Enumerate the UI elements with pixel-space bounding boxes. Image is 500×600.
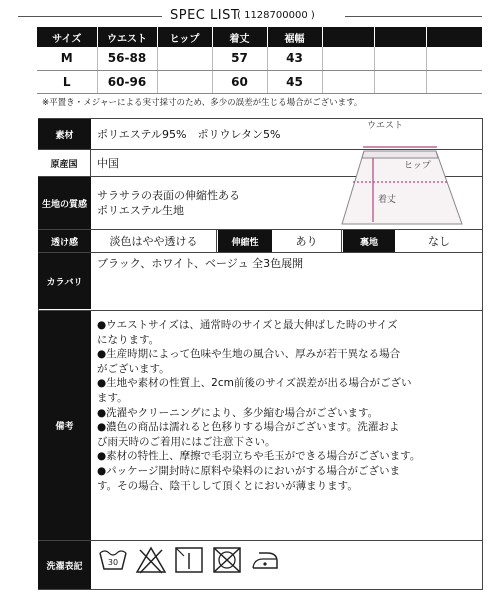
fabric-properties-row <box>38 230 483 252</box>
iron-low-icon <box>249 545 281 575</box>
cell-empty <box>374 70 426 93</box>
cell-hip <box>157 47 212 70</box>
header-length: 着丈 <box>212 27 267 47</box>
wash-30-icon <box>97 545 129 575</box>
list-item: ●パッケージ開封時に原料や染料のにおいがする場合がございま <box>97 464 400 477</box>
cell-hip <box>157 70 212 93</box>
header-waist: ウエスト <box>97 27 157 47</box>
list-item: ●生産時期によって色味や生地の風合い、厚みが若干異なる場合 <box>97 348 401 361</box>
line-dry-shade-icon <box>173 545 205 575</box>
size-table-header <box>37 27 482 47</box>
skirt-measurement-diagram <box>340 116 470 236</box>
lining-label: 裏地 <box>343 230 395 252</box>
cell-size: L <box>37 70 97 93</box>
divider <box>38 310 483 311</box>
list-item: ます。 <box>97 391 128 404</box>
product-code: ( 1128700000 ) <box>237 10 315 21</box>
list-item: ●素材の特性上、摩擦で毛羽立ちや毛玉ができる場合がございます。 <box>97 450 421 463</box>
header-hip: ヒップ <box>157 27 212 47</box>
cell-hem-width: 43 <box>267 47 322 70</box>
measurement-note: ※平置き・メジャーによる実寸採寸のため、多少の誤差が生じる場合がございます。 <box>42 98 363 108</box>
texture-line-2: ポリエステル生地 <box>97 204 185 217</box>
stretch-label: 伸縮性 <box>218 230 272 252</box>
diagram-hip-label: ヒップ <box>404 161 431 171</box>
cell-waist: 60-96 <box>97 70 157 93</box>
lining-value: なし <box>428 235 450 248</box>
list-item: ●生地や素材の性質上、2cm前後のサイズ誤差が出る場合がござい <box>97 377 412 390</box>
table-row <box>37 70 482 93</box>
sheer-value: 淡色はやや透ける <box>91 230 217 252</box>
origin-label: 原産国 <box>38 150 91 176</box>
header-empty <box>426 27 482 47</box>
divider <box>38 252 483 253</box>
list-item: す。その場合、陰干しして頂くとにおいが薄まります。 <box>97 479 358 492</box>
origin-value: 中国 <box>97 157 119 170</box>
cell-empty <box>426 47 482 70</box>
no-bleach-icon <box>135 545 167 575</box>
size-table <box>37 27 482 94</box>
material-value: ポリエステル95% ポリウレタン5% <box>97 128 281 141</box>
title-rule-left <box>18 16 162 17</box>
wash-icons <box>97 545 281 575</box>
header-empty <box>374 27 426 47</box>
sheer-label: 透け感 <box>38 230 91 252</box>
remarks-list <box>97 318 477 493</box>
divider <box>38 540 483 541</box>
cell-empty <box>374 47 426 70</box>
list-item: になります。 <box>97 333 160 346</box>
list-item: び雨天時のご着用にはご注意下さい。 <box>97 435 276 448</box>
cell-empty <box>322 47 374 70</box>
list-item: ●ウエストサイズは、通常時のサイズと最大伸ばした時のサイズ <box>97 319 398 331</box>
colors-label: カラバリ <box>38 253 91 309</box>
cell-empty <box>426 70 482 93</box>
cell-empty <box>322 70 374 93</box>
stretch-value: あり <box>272 230 342 252</box>
header-hem-width: 裾幅 <box>267 27 322 47</box>
header-empty <box>322 27 374 47</box>
colors-value: ブラック、ホワイト、ベージュ 全3色展開 <box>97 257 304 270</box>
cell-size: M <box>37 47 97 70</box>
table-row <box>37 47 482 70</box>
list-item: ●濃色の商品は濡れると色移りする場合がございます。洗濯およ <box>97 421 400 434</box>
cell-waist: 56-88 <box>97 47 157 70</box>
material-label: 素材 <box>38 119 91 149</box>
spec-list-title <box>0 8 500 24</box>
list-item: ●洗濯やクリーニングにより、多少縮む場合がございます。 <box>97 406 379 419</box>
texture-line-1: サラサラの表面の伸縮性ある <box>97 189 240 202</box>
texture-label: 生地の質感 <box>38 177 91 230</box>
wash-temp: 30 <box>107 558 119 567</box>
cell-hem-width: 45 <box>267 70 322 93</box>
title-rule-right <box>345 16 482 17</box>
title-text: SPEC LIST <box>170 8 240 23</box>
cell-length: 60 <box>212 70 267 93</box>
list-item: がございます。 <box>97 362 170 375</box>
remarks-label: 備考 <box>38 311 91 540</box>
wash-label: 洗濯表記 <box>38 541 91 589</box>
diagram-length-label: 着丈 <box>378 195 397 205</box>
no-tumble-dry-icon <box>211 545 243 575</box>
header-size: サイズ <box>37 27 97 47</box>
diagram-waist-label: ウエスト <box>367 121 404 131</box>
cell-length: 57 <box>212 47 267 70</box>
